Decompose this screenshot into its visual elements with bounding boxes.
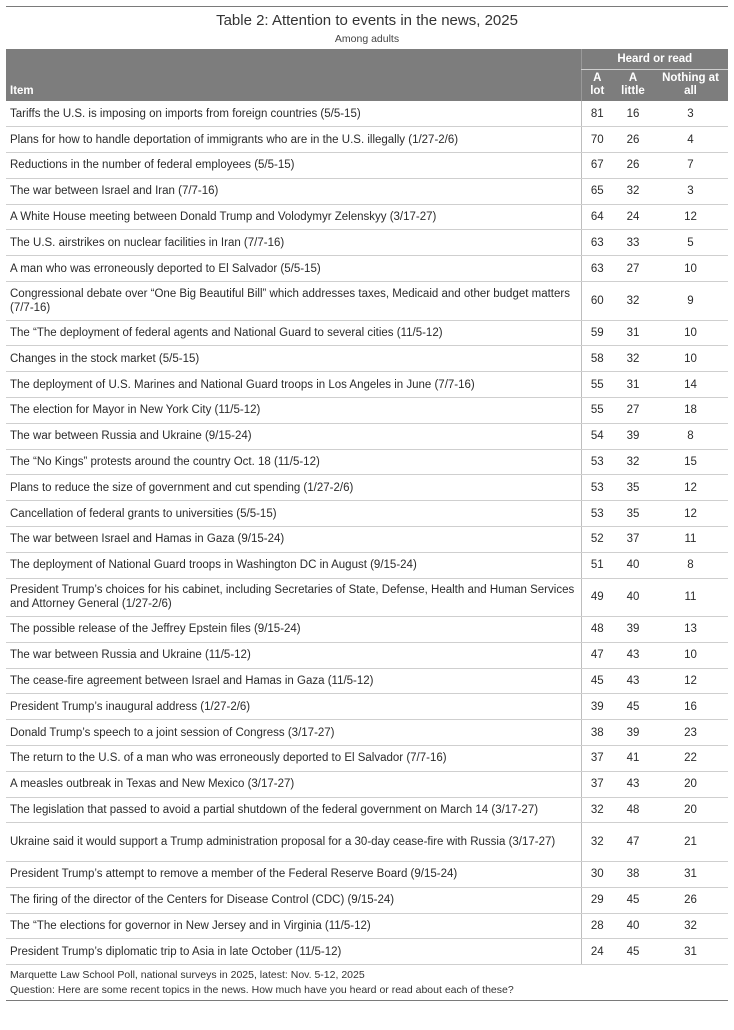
a-lot-value: 37 <box>581 746 613 772</box>
a-lot-value: 81 <box>581 101 613 127</box>
a-little-value: 39 <box>613 423 653 449</box>
table-row <box>6 861 728 887</box>
nothing-at-all-value: 31 <box>653 861 728 887</box>
nothing-at-all-value: 18 <box>653 397 728 423</box>
nothing-at-all-value: 23 <box>653 720 728 746</box>
a-lot-value: 64 <box>581 204 613 230</box>
a-little-value: 32 <box>613 282 653 321</box>
nothing-at-all-value: 20 <box>653 797 728 823</box>
table-row <box>6 230 728 256</box>
nothing-at-all-value: 7 <box>653 153 728 179</box>
a-little-value: 32 <box>613 449 653 475</box>
a-lot-value: 58 <box>581 346 613 372</box>
nothing-at-all-value: 21 <box>653 823 728 862</box>
a-lot-value: 65 <box>581 178 613 204</box>
table-row <box>6 887 728 913</box>
a-lot-value: 38 <box>581 720 613 746</box>
table-row <box>6 823 728 862</box>
nothing-at-all-value: 12 <box>653 501 728 527</box>
a-lot-value: 54 <box>581 423 613 449</box>
a-little-value: 41 <box>613 746 653 772</box>
row-label: The “The deployment of federal agents and National Guard to several cities (11/5-12) <box>6 320 581 346</box>
table-header <box>6 49 728 101</box>
a-little-value: 26 <box>613 153 653 179</box>
a-little-value: 32 <box>613 346 653 372</box>
nothing-at-all-value: 11 <box>653 526 728 552</box>
row-label: The “No Kings” protests around the country Oct. 18 (11/5-12) <box>6 449 581 475</box>
a-lot-value: 29 <box>581 887 613 913</box>
nothing-at-all-value: 22 <box>653 746 728 772</box>
table-row <box>6 552 728 578</box>
a-lot-value: 63 <box>581 230 613 256</box>
row-label: The deployment of U.S. Marines and National Guard troops in Los Angeles in June (7/7-16) <box>6 372 581 398</box>
nothing-at-all-value: 10 <box>653 346 728 372</box>
a-little-value: 43 <box>613 771 653 797</box>
nothing-at-all-value: 9 <box>653 282 728 321</box>
heard-or-read-group-header: Heard or read <box>581 49 728 70</box>
a-lot-value: 28 <box>581 913 613 939</box>
nothing-at-all-value: 14 <box>653 372 728 398</box>
table-row <box>6 746 728 772</box>
a-little-value: 33 <box>613 230 653 256</box>
row-label: The cease-fire agreement between Israel and Hamas in Gaza (11/5-12) <box>6 668 581 694</box>
a-lot-value: 70 <box>581 127 613 153</box>
nothing-at-all-value: 4 <box>653 127 728 153</box>
row-label: The return to the U.S. of a man who was erroneously deported to El Salvador (7/7-16) <box>6 746 581 772</box>
nothing-header-line1: Nothing at <box>662 72 719 84</box>
table-row <box>6 449 728 475</box>
a-lot-value: 48 <box>581 617 613 643</box>
table-row <box>6 178 728 204</box>
nothing-at-all-value: 32 <box>653 913 728 939</box>
table-row <box>6 475 728 501</box>
nothing-at-all-column-header <box>653 70 728 102</box>
row-label: The possible release of the Jeffrey Epstein files (9/15-24) <box>6 617 581 643</box>
table-row <box>6 423 728 449</box>
row-label: Donald Trump’s speech to a joint session of Congress (3/17-27) <box>6 720 581 746</box>
row-label: President Trump’s diplomatic trip to Asia in late October (11/5-12) <box>6 939 581 965</box>
a-little-value: 27 <box>613 397 653 423</box>
a-lot-value: 55 <box>581 397 613 423</box>
table-row <box>6 204 728 230</box>
a-little-value: 48 <box>613 797 653 823</box>
row-label: A White House meeting between Donald Trump and Volodymyr Zelenskyy (3/17-27) <box>6 204 581 230</box>
table-subtitle: Among adults <box>334 33 400 45</box>
nothing-at-all-value: 12 <box>653 668 728 694</box>
a-little-value: 27 <box>613 256 653 282</box>
a-little-value: 39 <box>613 720 653 746</box>
table-row <box>6 720 728 746</box>
row-label: Changes in the stock market (5/5-15) <box>6 346 581 372</box>
a-little-value: 16 <box>613 101 653 127</box>
a-little-value: 43 <box>613 668 653 694</box>
a-little-value: 39 <box>613 617 653 643</box>
a-little-header-line2: little <box>621 85 645 97</box>
table-row <box>6 578 728 617</box>
question-note: Question: Here are some recent topics in the news. How much have you heard or read about each of these? <box>10 984 514 997</box>
table-row <box>6 771 728 797</box>
a-lot-value: 49 <box>581 578 613 617</box>
a-lot-value: 32 <box>581 823 613 862</box>
row-label: The war between Russia and Ukraine (9/15-24) <box>6 423 581 449</box>
nothing-at-all-value: 3 <box>653 178 728 204</box>
a-little-value: 35 <box>613 475 653 501</box>
a-lot-value: 59 <box>581 320 613 346</box>
nothing-at-all-value: 26 <box>653 887 728 913</box>
row-label: The firing of the director of the Centers for Disease Control (CDC) (9/15-24) <box>6 887 581 913</box>
source-note: Marquette Law School Poll, national surveys in 2025, latest: Nov. 5-12, 2025 <box>10 969 365 982</box>
a-little-column-header <box>613 70 653 102</box>
table-row <box>6 101 728 127</box>
row-label: Ukraine said it would support a Trump administration proposal for a 30-day cease-fire with Russia (3/17-27) <box>6 823 581 862</box>
a-lot-header-line1: A <box>593 72 602 84</box>
nothing-at-all-value: 10 <box>653 256 728 282</box>
a-lot-value: 53 <box>581 501 613 527</box>
row-label: President Trump’s inaugural address (1/27-2/6) <box>6 694 581 720</box>
top-rule <box>6 6 728 7</box>
row-label: The war between Russia and Ukraine (11/5-12) <box>6 642 581 668</box>
table-row <box>6 501 728 527</box>
table-row <box>6 939 728 965</box>
a-little-value: 32 <box>613 178 653 204</box>
row-label: Plans for how to handle deportation of immigrants who are in the U.S. illegally (1/27-2/6) <box>6 127 581 153</box>
row-label: Tariffs the U.S. is imposing on imports from foreign countries (5/5-15) <box>6 101 581 127</box>
row-label: President Trump’s choices for his cabinet, including Secretaries of State, Defense, Health and Human Services and Attorney General (1/27-2/6) <box>6 578 581 617</box>
a-lot-value: 52 <box>581 526 613 552</box>
a-little-value: 37 <box>613 526 653 552</box>
nothing-at-all-value: 31 <box>653 939 728 965</box>
a-lot-value: 39 <box>581 694 613 720</box>
row-label: The election for Mayor in New York City (11/5-12) <box>6 397 581 423</box>
row-label: Plans to reduce the size of government and cut spending (1/27-2/6) <box>6 475 581 501</box>
a-little-value: 38 <box>613 861 653 887</box>
table-row <box>6 282 728 321</box>
nothing-at-all-value: 11 <box>653 578 728 617</box>
row-label: President Trump’s attempt to remove a member of the Federal Reserve Board (9/15-24) <box>6 861 581 887</box>
nothing-at-all-value: 10 <box>653 642 728 668</box>
a-little-value: 45 <box>613 887 653 913</box>
a-lot-value: 32 <box>581 797 613 823</box>
a-lot-value: 51 <box>581 552 613 578</box>
nothing-at-all-value: 15 <box>653 449 728 475</box>
table-row <box>6 127 728 153</box>
nothing-at-all-value: 8 <box>653 552 728 578</box>
table-row <box>6 372 728 398</box>
nothing-header-line2: all <box>684 85 697 97</box>
a-lot-value: 24 <box>581 939 613 965</box>
table-row <box>6 694 728 720</box>
nothing-at-all-value: 13 <box>653 617 728 643</box>
a-lot-value: 63 <box>581 256 613 282</box>
a-lot-value: 55 <box>581 372 613 398</box>
a-lot-value: 47 <box>581 642 613 668</box>
a-lot-value: 30 <box>581 861 613 887</box>
row-label: Congressional debate over “One Big Beautiful Bill” which addresses taxes, Medicaid and other budget matters (7/7-16) <box>6 282 581 321</box>
a-lot-column-header <box>581 70 613 102</box>
nothing-at-all-value: 8 <box>653 423 728 449</box>
nothing-at-all-value: 3 <box>653 101 728 127</box>
a-little-value: 47 <box>613 823 653 862</box>
table-row <box>6 320 728 346</box>
a-little-header-line1: A <box>628 72 638 84</box>
table-row <box>6 913 728 939</box>
table-body <box>6 101 728 965</box>
row-label: The “The elections for governor in New Jersey and in Virginia (11/5-12) <box>6 913 581 939</box>
nothing-at-all-value: 5 <box>653 230 728 256</box>
a-lot-header-line2: lot <box>590 85 605 97</box>
nothing-at-all-value: 10 <box>653 320 728 346</box>
row-label: Reductions in the number of federal employees (5/5-15) <box>6 153 581 179</box>
nothing-at-all-value: 20 <box>653 771 728 797</box>
table-row <box>6 642 728 668</box>
item-column-header: Item <box>6 49 581 101</box>
a-little-value: 40 <box>613 578 653 617</box>
row-label: The war between Israel and Iran (7/7-16) <box>6 178 581 204</box>
a-little-value: 40 <box>613 552 653 578</box>
table-row <box>6 153 728 179</box>
nothing-at-all-value: 12 <box>653 204 728 230</box>
table-row <box>6 617 728 643</box>
table-title: Table 2: Attention to events in the news, 2025 <box>216 12 518 29</box>
a-little-value: 24 <box>613 204 653 230</box>
a-lot-value: 60 <box>581 282 613 321</box>
table-row <box>6 256 728 282</box>
a-lot-value: 37 <box>581 771 613 797</box>
table-document <box>6 6 728 1001</box>
nothing-at-all-value: 12 <box>653 475 728 501</box>
a-little-value: 45 <box>613 939 653 965</box>
data-table <box>6 49 728 965</box>
bottom-rule <box>6 1000 728 1001</box>
table-row <box>6 797 728 823</box>
row-label: The war between Israel and Hamas in Gaza (9/15-24) <box>6 526 581 552</box>
a-little-value: 43 <box>613 642 653 668</box>
table-row <box>6 668 728 694</box>
row-label: A man who was erroneously deported to El Salvador (5/5-15) <box>6 256 581 282</box>
a-lot-value: 45 <box>581 668 613 694</box>
row-label: A measles outbreak in Texas and New Mexico (3/17-27) <box>6 771 581 797</box>
a-little-value: 45 <box>613 694 653 720</box>
table-row <box>6 526 728 552</box>
a-little-value: 26 <box>613 127 653 153</box>
nothing-at-all-value: 16 <box>653 694 728 720</box>
a-little-value: 35 <box>613 501 653 527</box>
row-label: Cancellation of federal grants to universities (5/5-15) <box>6 501 581 527</box>
a-little-value: 40 <box>613 913 653 939</box>
row-label: The U.S. airstrikes on nuclear facilities in Iran (7/7-16) <box>6 230 581 256</box>
row-label: The deployment of National Guard troops in Washington DC in August (9/15-24) <box>6 552 581 578</box>
a-lot-value: 53 <box>581 475 613 501</box>
a-little-value: 31 <box>613 372 653 398</box>
table-row <box>6 346 728 372</box>
a-lot-value: 53 <box>581 449 613 475</box>
a-little-value: 31 <box>613 320 653 346</box>
table-row <box>6 397 728 423</box>
row-label: The legislation that passed to avoid a partial shutdown of the federal government on March 14 (3/17-27) <box>6 797 581 823</box>
a-lot-value: 67 <box>581 153 613 179</box>
